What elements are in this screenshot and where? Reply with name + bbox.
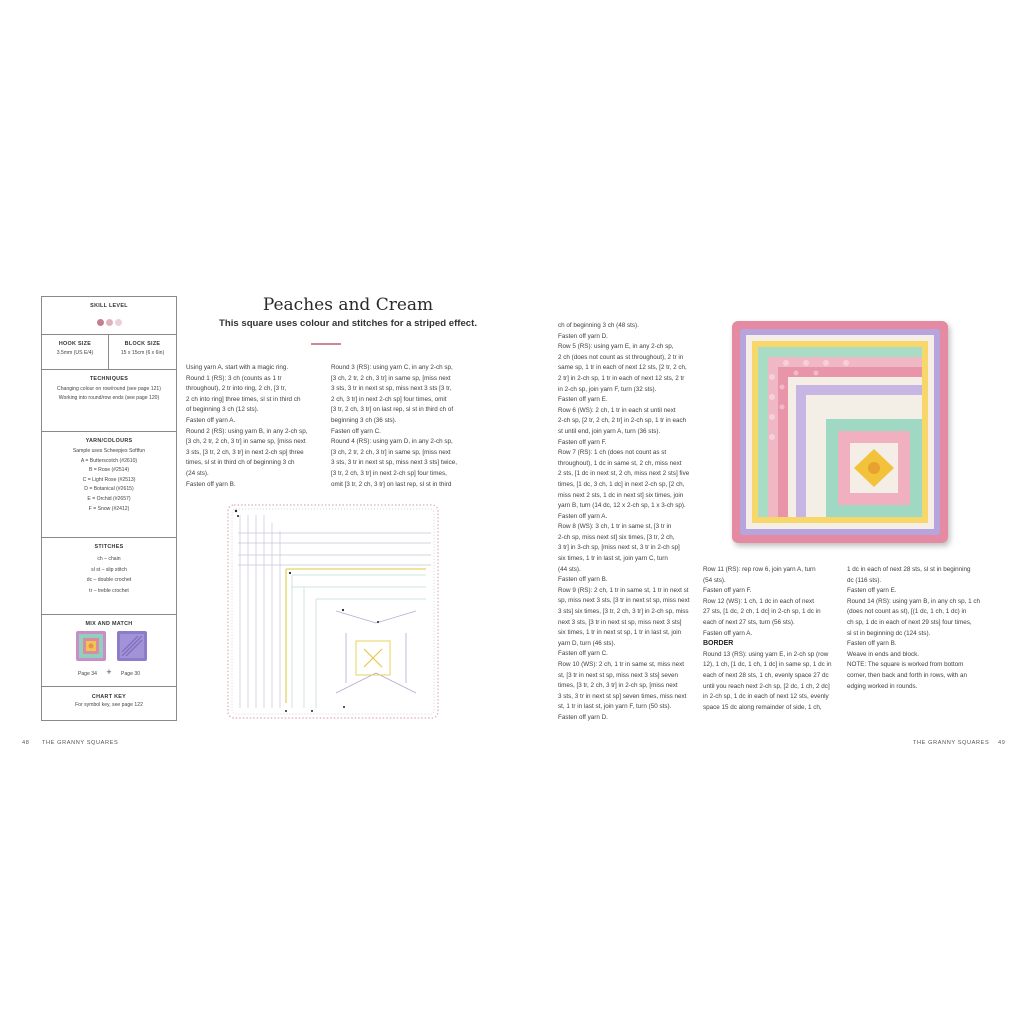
instruction-line: dc (116 sts). xyxy=(847,576,882,584)
instruction-line: Round 13 (RS): using yarn E, in 2-ch sp (row xyxy=(703,650,829,658)
instruction-line: Row 5 (RS): using yarn E, in any 2-ch sp, xyxy=(558,343,674,351)
hook-size-value: 3.5mm (US E/4) xyxy=(56,350,94,356)
instruction-line: same sp, 1 tr in each of next 12 sts, [2 tr, 2 ch, xyxy=(558,364,687,372)
instruction-line: 2 tr] in 2-ch sp, 1 tr in each of next 12 sts, 2 tr xyxy=(558,374,685,382)
instruction-line: Round 1 (RS): 3 ch (counts as 1 tr xyxy=(186,374,282,382)
skill-dot-filled xyxy=(97,319,104,326)
mix-page-a: Page 34 xyxy=(77,671,97,677)
instruction-line: throughout), 2 tr into ring, 2 ch, [3 tr, xyxy=(186,385,287,393)
instruction-line: st until end, join yarn A, turn (36 sts). xyxy=(558,427,661,435)
instruction-line: space 15 dc along remainder of side, 1 ch, xyxy=(703,703,822,711)
yarn-item: A = Butterscotch (#2610) xyxy=(80,457,138,464)
pattern-info-sidebar xyxy=(41,296,177,721)
instruction-line: st, [3 tr in next st sp, miss next 3 sts] seven xyxy=(558,671,679,679)
instruction-line: omit [3 tr, 2 ch, 3 tr] on last rep, sl st in third xyxy=(331,480,452,488)
instruction-line: Fasten off yarn E. xyxy=(558,396,608,404)
instruction-line: Fasten off yarn A. xyxy=(703,629,753,637)
instruction-line: 2 ch, 3 tr] in next 2-ch sp] four times, omit xyxy=(331,395,447,403)
instruction-line: Round 2 (RS): using yarn B, in any 2-ch sp, xyxy=(186,427,308,435)
crochet-square-photo xyxy=(726,317,956,552)
yarn-item: Sample uses Scheepjes Softfun xyxy=(72,448,146,454)
instruction-line: of beginning 3 ch (12 sts). xyxy=(186,406,259,414)
technique-item: Changing colour on row/round (see page 121) xyxy=(57,386,161,392)
instruction-line: [3 ch, 2 tr, 2 ch, 3 tr] in same sp, [miss next xyxy=(331,448,451,456)
instruction-line: miss next 2 sts, 1 dc in next st] six times, join xyxy=(558,491,684,499)
border-heading: BORDER xyxy=(703,640,734,648)
instruction-line: yarn D, turn (46 sts). xyxy=(558,639,616,647)
stitch-item: tr – treble crochet xyxy=(89,587,129,594)
instruction-line: Fasten off yarn C. xyxy=(558,650,608,658)
instruction-line: six times, 1 tr in next st sp, 1 tr in last st, join xyxy=(558,629,682,637)
instruction-line: 3 sts, [3 tr, 2 ch, 3 tr] in next 2-ch sp] three xyxy=(186,448,304,456)
yarn-item: E = Orchid (#2657) xyxy=(87,495,131,502)
sizes-section xyxy=(42,334,176,369)
instruction-line: Row 9 (RS): 2 ch, 1 tr in same st, 1 tr in next st xyxy=(558,586,689,594)
instruction-line: 3 sts, 3 tr in next st sp] seven times, miss next xyxy=(558,692,687,700)
skill-level-heading: SKILL LEVEL xyxy=(90,303,128,309)
instruction-line: [3 ch, 2 tr, 2 ch, 3 tr] in same sp, [miss next xyxy=(186,438,306,446)
instruction-line: 3 sts] six times, [3 tr, 2 ch, 3 tr] in 2-ch sp, miss xyxy=(558,608,689,616)
crochet-chart xyxy=(226,503,440,720)
instruction-line: Fasten off yarn B. xyxy=(186,480,236,488)
techniques-heading: TECHNIQUES xyxy=(89,376,129,382)
chart-key-heading: CHART KEY xyxy=(91,694,127,700)
instruction-line: in 2-ch sp, 1 dc in each of next 12 sts, evenly xyxy=(703,693,829,701)
skill-dot-light xyxy=(115,319,122,326)
instruction-line: (24 sts). xyxy=(186,469,209,477)
technique-item: Working into round/row ends (see page 120) xyxy=(58,394,160,401)
instruction-line: (54 sts). xyxy=(703,576,726,584)
mix-and-match-heading: MIX AND MATCH xyxy=(85,621,133,627)
chart-key-text: For symbol key, see page 122 xyxy=(75,702,143,708)
chart-key-section xyxy=(42,686,176,722)
stitch-item: dc – double crochet xyxy=(86,577,132,583)
instruction-line: 2-ch sp, [2 tr, 2 ch, 2 tr] in 2-ch sp, 1 tr in each xyxy=(558,417,687,425)
skill-level-section xyxy=(42,297,176,334)
instruction-line: each of next 28 sts, 1 ch, evenly space 27 dc xyxy=(703,671,829,679)
instruction-line: ch sp, 1 dc in each of next 29 sts] four times, xyxy=(847,618,972,626)
title-divider xyxy=(311,343,341,345)
yarn-item: D = Botanical (#2615) xyxy=(84,486,134,493)
instruction-line: edging worked in rounds. xyxy=(847,682,918,690)
instruction-line: times, [3 tr, 2 ch, 3 tr] in 2-ch sp, [miss next xyxy=(558,682,678,690)
instruction-line: 3 tr] in 3-ch sp, [miss next st, 3 tr in 2-ch sp] xyxy=(558,544,680,552)
instruction-line: Row 10 (WS): 2 ch, 1 tr in same st, miss next xyxy=(558,661,684,668)
skill-level-dots xyxy=(42,313,176,331)
block-size-heading: BLOCK SIZE xyxy=(124,341,161,347)
stitches-heading: STITCHES xyxy=(94,544,124,550)
instruction-line: Row 12 (WS): 1 ch, 1 dc in each of next xyxy=(703,597,814,605)
yarn-heading: YARN/COLOURS xyxy=(85,438,133,444)
thumbnail-page-34 xyxy=(76,631,106,661)
yarn-item: F = Snow (#2412) xyxy=(88,505,130,512)
instruction-line: 27 sts, [1 dc, 2 ch, 1 dc] in 2-ch sp, 1 dc in xyxy=(703,608,821,616)
stitch-item: sl st – slip stitch xyxy=(91,566,127,573)
instruction-line: 2 ch (does not count as st throughout), 2 tr in xyxy=(558,353,684,361)
instruction-line: Fasten off yarn C. xyxy=(331,427,381,435)
instructions-column-3 xyxy=(558,321,708,724)
instruction-line: 3 sts, 3 tr in next st sp, miss next 3 sts] twice, xyxy=(331,459,457,467)
instruction-line: times, [1 dc, 3 ch, 1 dc] in next 2-ch sp, [2 ch, xyxy=(558,480,685,488)
instruction-line: Using yarn A, start with a magic ring. xyxy=(186,364,289,371)
yarn-section xyxy=(42,431,176,537)
techniques-section xyxy=(42,369,176,431)
instruction-line: Round 14 (RS): using yarn B, in any ch sp, 1 ch xyxy=(847,597,981,605)
instruction-line: Fasten off yarn B. xyxy=(558,576,608,584)
instruction-line: st, 1 tr in last st, join yarn F, turn (50 sts). xyxy=(558,703,672,711)
instruction-line: (44 sts). xyxy=(558,565,581,573)
instruction-line: Row 6 (WS): 2 ch, 1 tr in each st until next xyxy=(558,406,676,414)
pattern-subtitle: This square uses colour and stitches for a striped effect. xyxy=(218,318,478,329)
instruction-line: Fasten off yarn D. xyxy=(558,713,608,721)
instruction-line: NOTE: The square is worked from bottom xyxy=(847,661,964,669)
instruction-line: (does not count as st), [(1 dc, 1 ch, 1 dc) in xyxy=(847,608,967,616)
instruction-line: each of next 27 sts, turn (56 sts). xyxy=(703,618,795,626)
instruction-line: [3 ch, 2 tr, 2 ch, 3 tr] in same sp, [miss next xyxy=(331,374,451,382)
stitch-item: ch – chain xyxy=(97,556,121,562)
instruction-line: [3 tr, 2 ch, 3 tr] on last rep, sl st in third ch of xyxy=(331,406,454,414)
yarn-item: C = Light Rose (#2513) xyxy=(82,476,136,483)
instruction-line: yarn B, turn (14 dc, 12 x 2-ch sp, 1 x 3-ch sp). xyxy=(558,502,686,510)
plus-icon: + xyxy=(106,667,112,677)
instructions-column-5 xyxy=(847,565,987,692)
instruction-line: Fasten off yarn F. xyxy=(558,438,607,446)
thumbnail-page-30 xyxy=(117,631,147,661)
instruction-line: sp, miss next 3 sts, [3 tr in next st sp, miss next xyxy=(558,597,690,605)
instruction-line: Row 11 (RS): rep row 6, join yarn A, turn xyxy=(703,566,816,573)
instruction-line: next 3 sts, [3 tr in next st sp, miss next 3 sts] xyxy=(558,618,682,626)
mix-page-b: Page 30 xyxy=(121,671,141,677)
stitches-section xyxy=(42,537,176,614)
instruction-line: Round 4 (RS): using yarn D, in any 2-ch sp, xyxy=(331,438,453,446)
pattern-title: Peaches and Cream xyxy=(262,295,434,315)
instruction-line: Fasten off yarn A. xyxy=(558,512,608,520)
instruction-line: Fasten off yarn F. xyxy=(703,587,752,595)
mix-and-match-section xyxy=(42,614,176,686)
block-size-value: 15 x 15cm (6 x 6in) xyxy=(120,350,165,356)
instruction-line: Fasten off yarn A. xyxy=(186,416,236,424)
instruction-line: Fasten off yarn E. xyxy=(847,587,897,595)
instruction-line: 2 sts, [1 dc in next st, 2 ch, miss next 2 sts] five xyxy=(558,470,690,478)
instruction-line: Row 7 (RS): 1 ch (does not count as st xyxy=(558,449,667,457)
skill-dot-light xyxy=(106,319,113,326)
instruction-line: six times, 1 tr in last st, join yarn C, turn xyxy=(558,555,668,563)
instruction-line: 12), 1 ch, [1 dc, 1 ch, 1 dc] in same sp, 1 dc in xyxy=(703,661,832,669)
instruction-line: Weave in ends and block. xyxy=(847,650,919,658)
instruction-line: [3 tr, 2 ch, 3 tr] in next 2-ch sp] four times, xyxy=(331,469,447,477)
instruction-line: Fasten off yarn D. xyxy=(558,332,608,340)
instruction-line: Round 3 (RS): using yarn C, in any 2-ch sp, xyxy=(331,364,453,371)
hook-size-heading: HOOK SIZE xyxy=(58,341,92,347)
running-footer-left: THE GRANNY SQUARES xyxy=(42,740,119,746)
granny-center-dot xyxy=(868,462,880,474)
instruction-line: 3 sts, 3 tr in next st sp, miss next 3 sts [3 tr, xyxy=(331,385,452,393)
block-size-cell xyxy=(109,335,176,369)
running-footer-right: THE GRANNY SQUARES xyxy=(913,740,990,746)
instruction-line: times, sl st in third ch of beginning 3 ch xyxy=(186,459,295,467)
instruction-line: 2 ch into ring] three times, sl st in third ch xyxy=(186,395,301,403)
instructions-column-4 xyxy=(703,565,843,713)
instructions-column-2 xyxy=(331,363,481,490)
yarn-item: B = Rose (#2514) xyxy=(88,467,130,474)
instruction-line: Row 8 (WS): 3 ch, 1 tr in same st, [3 tr in xyxy=(558,523,672,531)
instruction-line: 2-ch sp, miss next st] six times, [3 tr, 2 ch, xyxy=(558,533,675,541)
instruction-line: until you reach next 2-ch sp, [2 dc, 1 ch, 2 dc] xyxy=(703,682,830,690)
instruction-line: 1 dc in each of next 28 sts, sl st in beginning xyxy=(847,566,971,573)
page-number-right: 49 xyxy=(998,740,1006,746)
instruction-line: in 2-ch sp, join yarn F, turn (32 sts). xyxy=(558,385,657,393)
instruction-line: corner, then back and forth in rows, with an xyxy=(847,671,968,679)
instruction-line: ch of beginning 3 ch (48 sts). xyxy=(558,322,639,329)
instruction-line: throughout), 1 dc in same st, 2 ch, miss next xyxy=(558,459,682,467)
instruction-line: sl st in beginning dc (124 sts). xyxy=(847,629,931,637)
hook-size-cell xyxy=(42,335,109,369)
instructions-column-1 xyxy=(186,363,328,490)
instruction-line: beginning 3 ch (36 sts). xyxy=(331,416,397,424)
instruction-line: Fasten off yarn B. xyxy=(847,640,897,648)
page-number-left: 48 xyxy=(22,740,30,746)
